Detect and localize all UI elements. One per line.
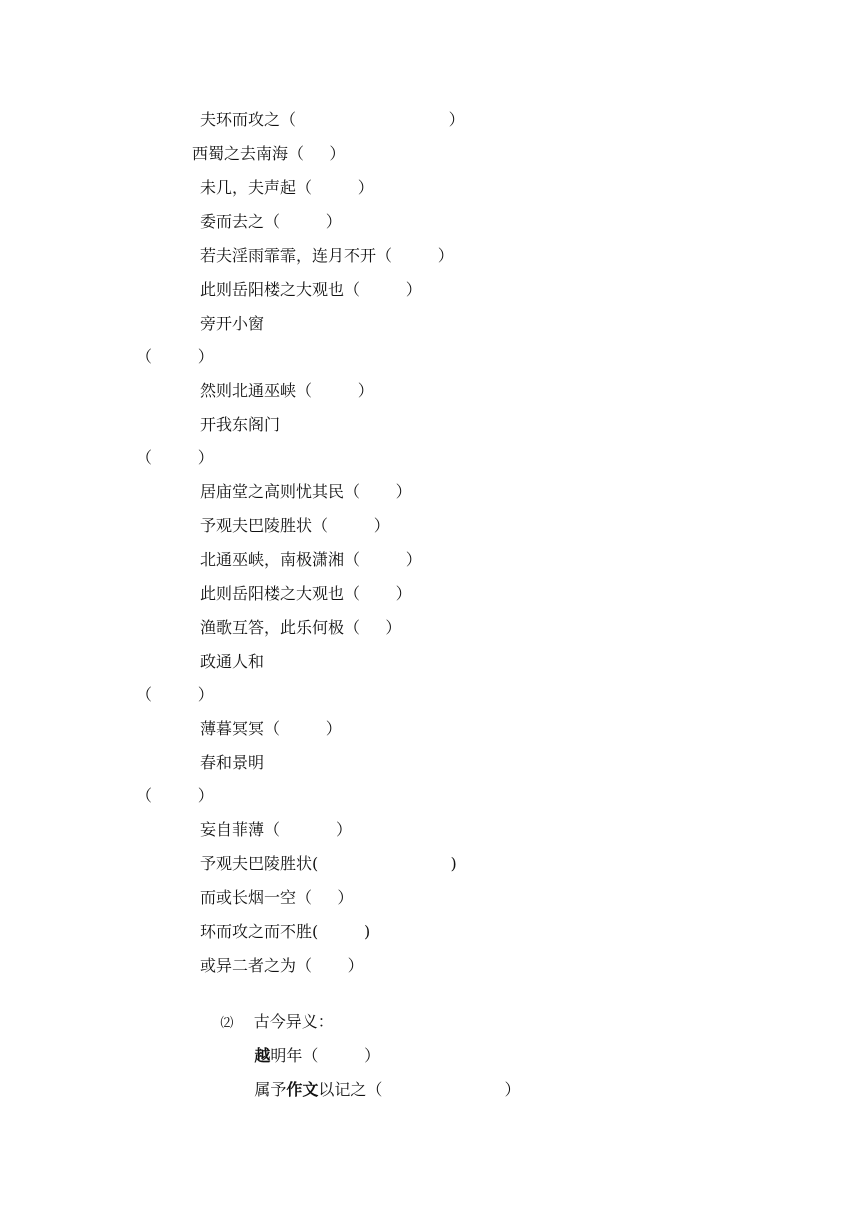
exercise-line: 然则北通巫峡（ ） — [200, 381, 374, 400]
bold-term: 越 — [254, 1046, 271, 1065]
exercise-line: 渔歌互答，此乐何极（ ） — [200, 618, 402, 637]
exercise-line: 此则岳阳楼之大观也（ ） — [200, 280, 422, 299]
exercise-line: 北通巫峡，南极潇湘（ ） — [200, 550, 422, 569]
exercise-line: 而或长烟一空（ ） — [200, 888, 354, 907]
answer-blank-line: （ ） — [136, 448, 214, 467]
exercise-line: 春和景明 — [200, 753, 265, 772]
sub-item — [234, 1057, 521, 1099]
exercise-line: 环而攻之而不胜( ) — [200, 922, 371, 941]
section-heading — [200, 989, 334, 1031]
answer-blank-line: （ ） — [136, 347, 214, 366]
exercise-line: 未几，夫声起（ ） — [200, 178, 374, 197]
exercise-line: 委而去之（ ） — [200, 212, 342, 231]
answer-blank-line: （ ） — [136, 786, 214, 805]
exercise-line: 此则岳阳楼之大观也（ ） — [200, 584, 412, 603]
section-number: ⑵ — [220, 1016, 234, 1031]
exercise-line: 西蜀之去南海（ ） — [192, 144, 346, 163]
exercise-line: 妄自菲薄（ ） — [200, 820, 352, 839]
exercise-line: 或异二者之为（ ） — [200, 956, 364, 975]
exercise-line: 居庙堂之高则忧其民（ ） — [200, 482, 412, 501]
exercise-line: 政通人和 — [200, 652, 265, 671]
section-title: 古今异义： — [253, 1012, 334, 1031]
exercise-line: 旁开小窗 — [200, 314, 265, 333]
exercise-line: 开我东阁门 — [200, 415, 281, 434]
exercise-line: 予观夫巴陵胜状( ) — [200, 854, 457, 873]
exercise-line: 若夫淫雨霏霏，连月不开（ ） — [200, 246, 454, 265]
exercise-line: 薄暮冥冥（ ） — [200, 719, 342, 738]
exercise-line: 予观夫巴陵胜状（ ） — [200, 516, 390, 535]
sub-item-prefix: 属予 — [254, 1080, 287, 1099]
sub-item-text: 以记之（ ） — [318, 1080, 521, 1099]
bold-term: 作文 — [286, 1080, 319, 1099]
answer-blank-line: （ ） — [136, 685, 214, 704]
exercise-line: 夫环而攻之（ ） — [200, 110, 465, 129]
sub-item-text: 明年（ ） — [270, 1046, 381, 1065]
sub-item — [234, 1023, 381, 1065]
